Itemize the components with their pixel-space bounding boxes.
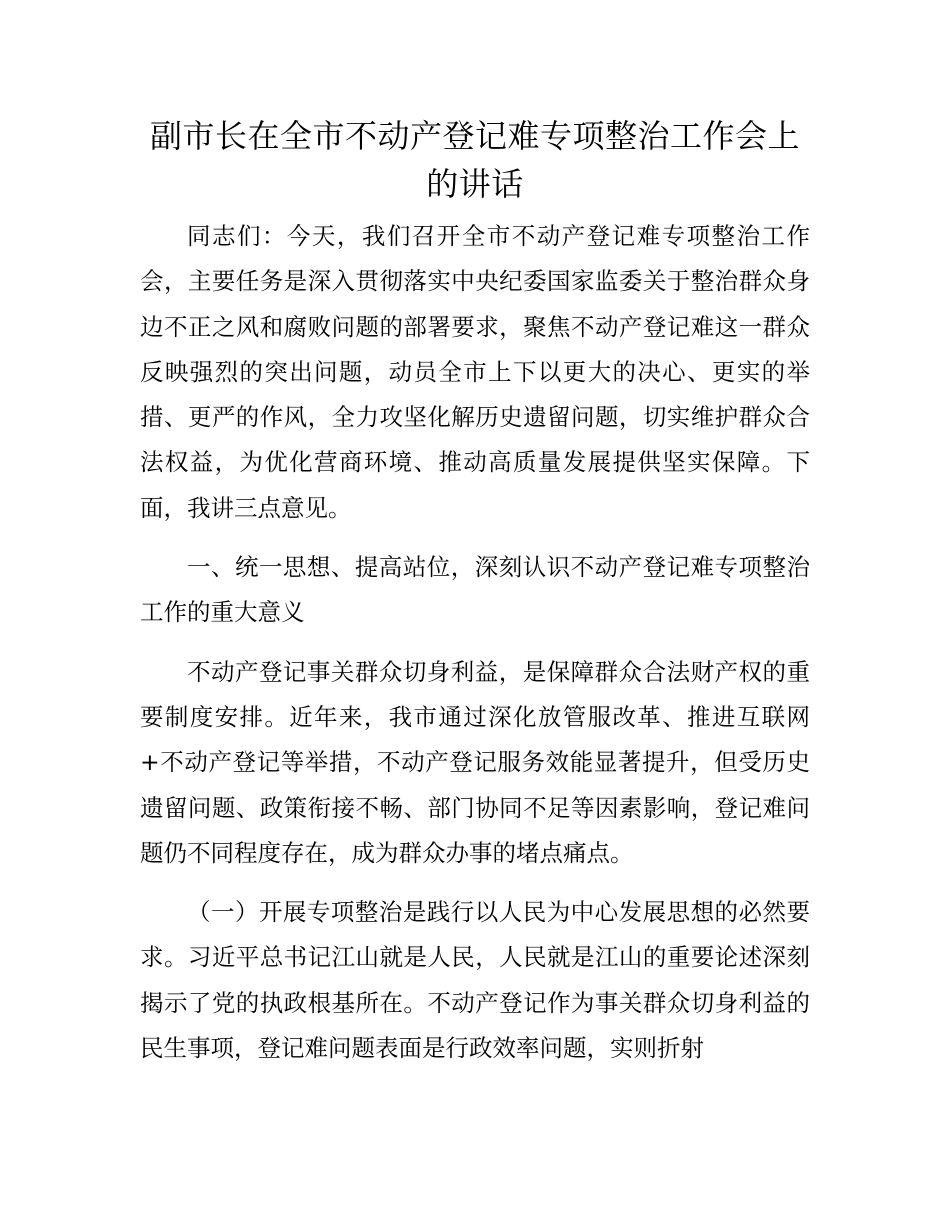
document-body bbox=[140, 214, 810, 1071]
paragraph-opening: 同志们：今天，我们召开全市不动产登记难专项整治工作会，主要任务是深入贯彻落实中央纪委国家监委关于整治群众身边不正之风和腐败问题的部署要求，聚焦不动产登记难这一群众反映强烈的突出问题，动员全市上下以更大的决心、更实的举措、更严的作风，全力攻坚化解历史遗留问题，切实维护群众合法权益，为优化营商环境、推动高质量发展提供坚实保障。下面，我讲三点意见。 bbox=[140, 222, 810, 522]
paragraph-background: 不动产登记事关群众切身利益，是保障群众合法财产权的重要制度安排。近年来，我市通过深化放管服改革、推进互联网+不动产登记等举措，不动产登记服务效能显著提升，但受历史遗留问题、政策衔接不畅、部门协同不足等因素影响，登记难问题仍不同程度存在，成为群众办事的堵点痛点。 bbox=[140, 657, 810, 867]
document-title: 副市长在全市不动产登记难专项整治工作会上的讲话 bbox=[149, 117, 800, 203]
paragraph-subsection-1: （一）开展专项整治是践行以人民为中心发展思想的必然要求。习近平总书记江山就是人民，人民就是江山的重要论述深刻揭示了党的执政根基所在。不动产登记作为事关群众切身利益的民生事项，登记难问题表面是行政效率问题，实则折射 bbox=[140, 898, 810, 1063]
paragraph-section-heading-1: 一、统一思想、提高站位，深刻认识不动产登记难专项整治工作的重大意义 bbox=[140, 553, 810, 627]
